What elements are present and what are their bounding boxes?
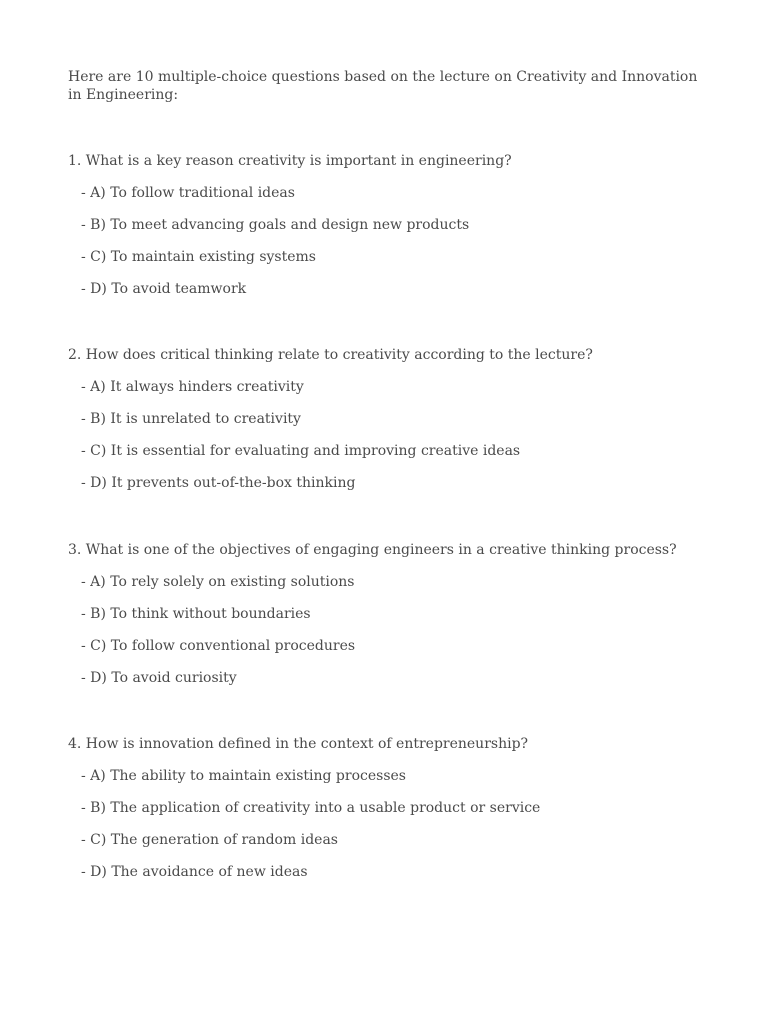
question-block (68, 541, 700, 687)
option-a: - A) The ability to maintain existing processes (81, 768, 406, 784)
option-a: - A) To follow traditional ideas (81, 185, 295, 201)
option-c: - C) To follow conventional procedures (81, 638, 356, 654)
option-a: - A) It always hinders creativity (81, 379, 304, 395)
option-d: - D) To avoid curiosity (81, 670, 237, 686)
option-c: - C) To maintain existing systems (81, 249, 316, 265)
question-text: 3. What is one of the objectives of engaging engineers in a creative thinking process? (68, 542, 677, 558)
question-text: 4. How is innovation defined in the context of entrepreneurship? (68, 736, 529, 752)
option-b: - B) The application of creativity into a usable product or service (81, 800, 541, 816)
option-b: - B) To think without boundaries (81, 606, 311, 622)
option-a: - A) To rely solely on existing solutions (81, 574, 355, 590)
question-text: 1. What is a key reason creativity is important in engineering? (68, 153, 512, 169)
question-text: 2. How does critical thinking relate to creativity according to the lecture? (68, 347, 593, 363)
option-d: - D) To avoid teamwork (81, 281, 247, 297)
option-b: - B) It is unrelated to creativity (81, 411, 301, 427)
intro-text: Here are 10 multiple-choice questions based on the lecture on Creativity and Innovation in Engineering: (68, 69, 698, 103)
document-page (68, 68, 700, 880)
question-block (68, 152, 700, 298)
question-block (68, 735, 700, 881)
question-block (68, 346, 700, 492)
option-d: - D) The avoidance of new ideas (81, 864, 308, 880)
option-b: - B) To meet advancing goals and design new products (81, 217, 470, 233)
option-c: - C) It is essential for evaluating and improving creative ideas (81, 443, 521, 459)
option-d: - D) It prevents out-of-the-box thinking (81, 475, 356, 491)
option-c: - C) The generation of random ideas (81, 832, 338, 848)
